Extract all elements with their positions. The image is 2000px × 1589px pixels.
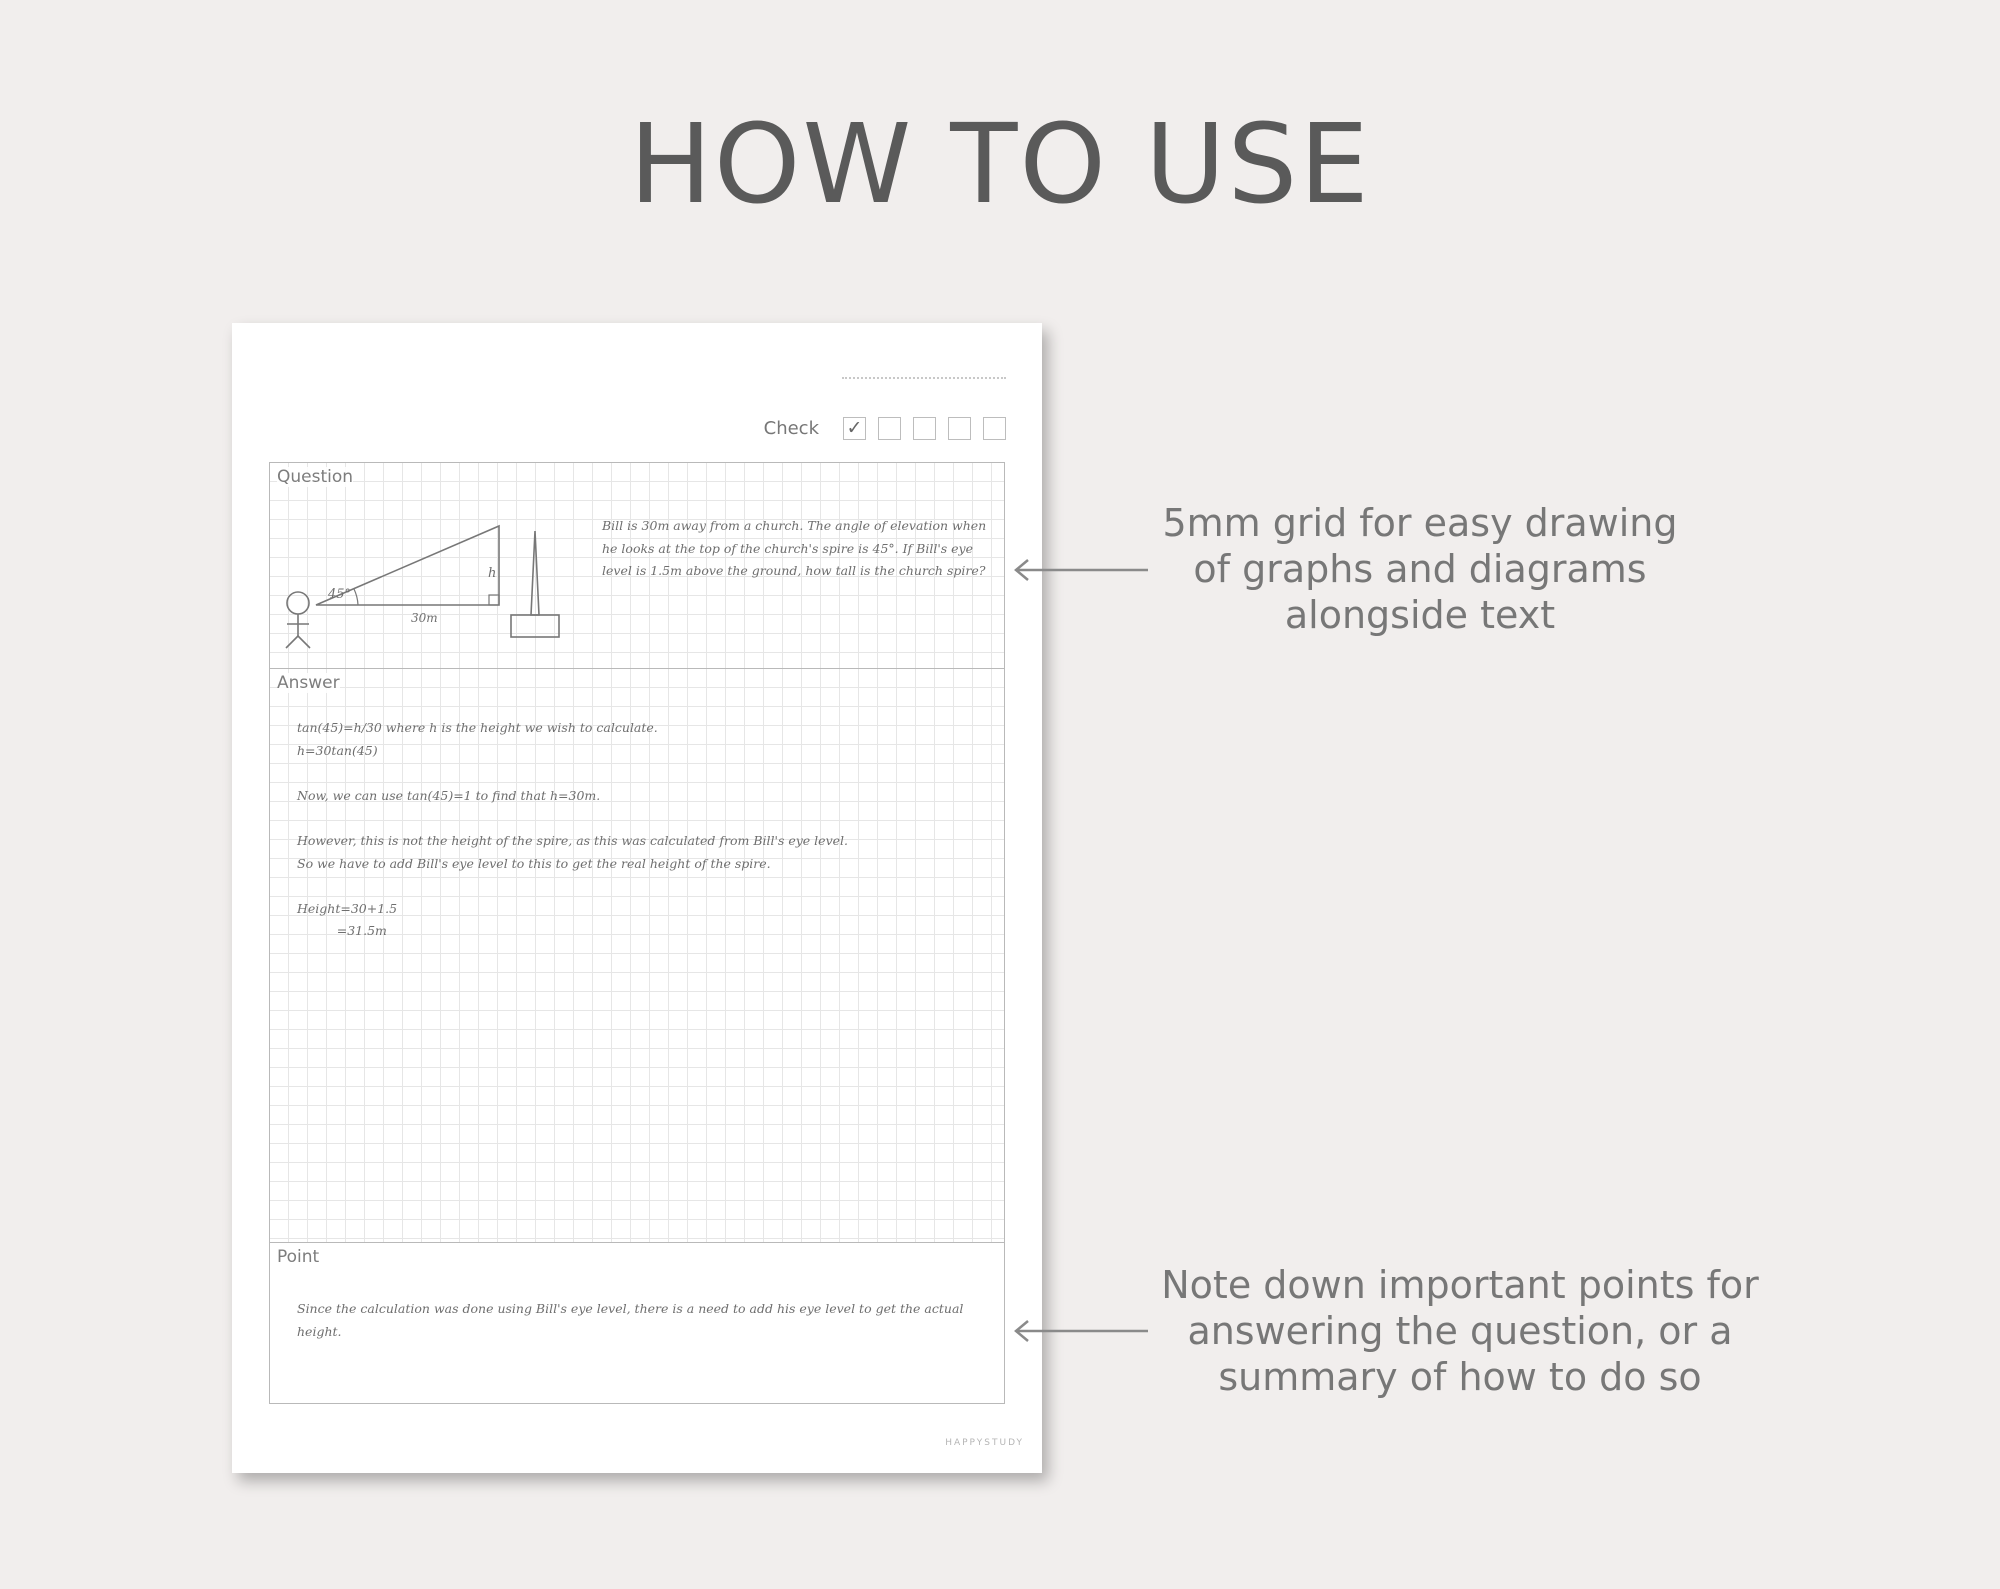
check-box-5[interactable]: [983, 417, 1006, 440]
distance-label: 30m: [411, 611, 438, 625]
grid-annotation-line-1: 5mm grid for easy drawing: [1162, 501, 1678, 545]
question-section: [269, 462, 1005, 670]
point-annotation-line-3: summary of how to do so: [1218, 1355, 1702, 1399]
check-label: Check: [763, 417, 819, 439]
question-label: Question: [277, 467, 354, 487]
answer-line-4: Now, we can use tan(45)=1 to find that h=30m.: [297, 787, 601, 803]
point-text: Since the calculation was done using Bill's eye level, there is a need to add his eye level to get the actual height.: [297, 1301, 964, 1339]
question-diagram: [278, 503, 578, 653]
grid-annotation: [1120, 500, 1720, 638]
check-row: [764, 415, 1006, 441]
answer-line-10: =31.5m: [297, 923, 387, 939]
answer-line-5: [297, 807, 848, 830]
check-box-3[interactable]: [913, 417, 936, 440]
check-box-2[interactable]: [878, 417, 901, 440]
point-section: [269, 1242, 1005, 1404]
person-head-shape: [287, 592, 309, 614]
check-box-1[interactable]: ✓: [843, 417, 866, 440]
point-annotation-line-2: answering the question, or a: [1187, 1309, 1733, 1353]
angle-arc-shape: [354, 589, 358, 605]
church-base-shape: [511, 615, 559, 637]
height-label: h: [488, 566, 497, 581]
answer-section: [269, 668, 1005, 1244]
point-label: Point: [277, 1247, 320, 1267]
right-angle-marker: [489, 595, 499, 605]
answer-line-9: Height=30+1.5: [297, 900, 398, 916]
answer-line-7: So we have to add Bill's eye level to this to get the real height of the spire.: [297, 855, 771, 871]
answer-line-3: [297, 762, 848, 785]
page-heading: HOW TO USE: [629, 100, 1371, 228]
answer-line-1: tan(45)=h/30 where h is the height we wish to calculate.: [297, 720, 658, 735]
church-spire-shape: [531, 531, 539, 615]
point-annotation-line-1: Note down important points for: [1161, 1263, 1759, 1307]
answer-line-8: [297, 875, 848, 898]
question-text: Bill is 30m away from a church. The angle of elevation when he looks at the top of the church's spire is 45°. If Bill's eye level is 1.5m above the ground, how tall is the church spire?: [602, 518, 987, 578]
angle-label: 45°: [328, 587, 352, 602]
person-leg-right-shape: [298, 636, 310, 648]
point-annotation: [1110, 1262, 1810, 1400]
answer-line-2: h=30tan(45): [297, 742, 378, 758]
answer-line-6: However, this is not the height of the spire, as this was calculated from Bill's eye level.: [297, 832, 848, 848]
check-box-4[interactable]: [948, 417, 971, 440]
grid-annotation-line-3: alongside text: [1284, 593, 1556, 637]
grid-annotation-line-2: of graphs and diagrams: [1193, 547, 1647, 591]
name-dotted-line: [842, 377, 1006, 379]
answer-label: Answer: [277, 673, 340, 693]
worksheet-page: [232, 323, 1042, 1473]
answer-text: [297, 717, 848, 943]
brand-logo: HAPPYSTUDY: [945, 1438, 1024, 1448]
person-leg-left-shape: [286, 636, 298, 648]
